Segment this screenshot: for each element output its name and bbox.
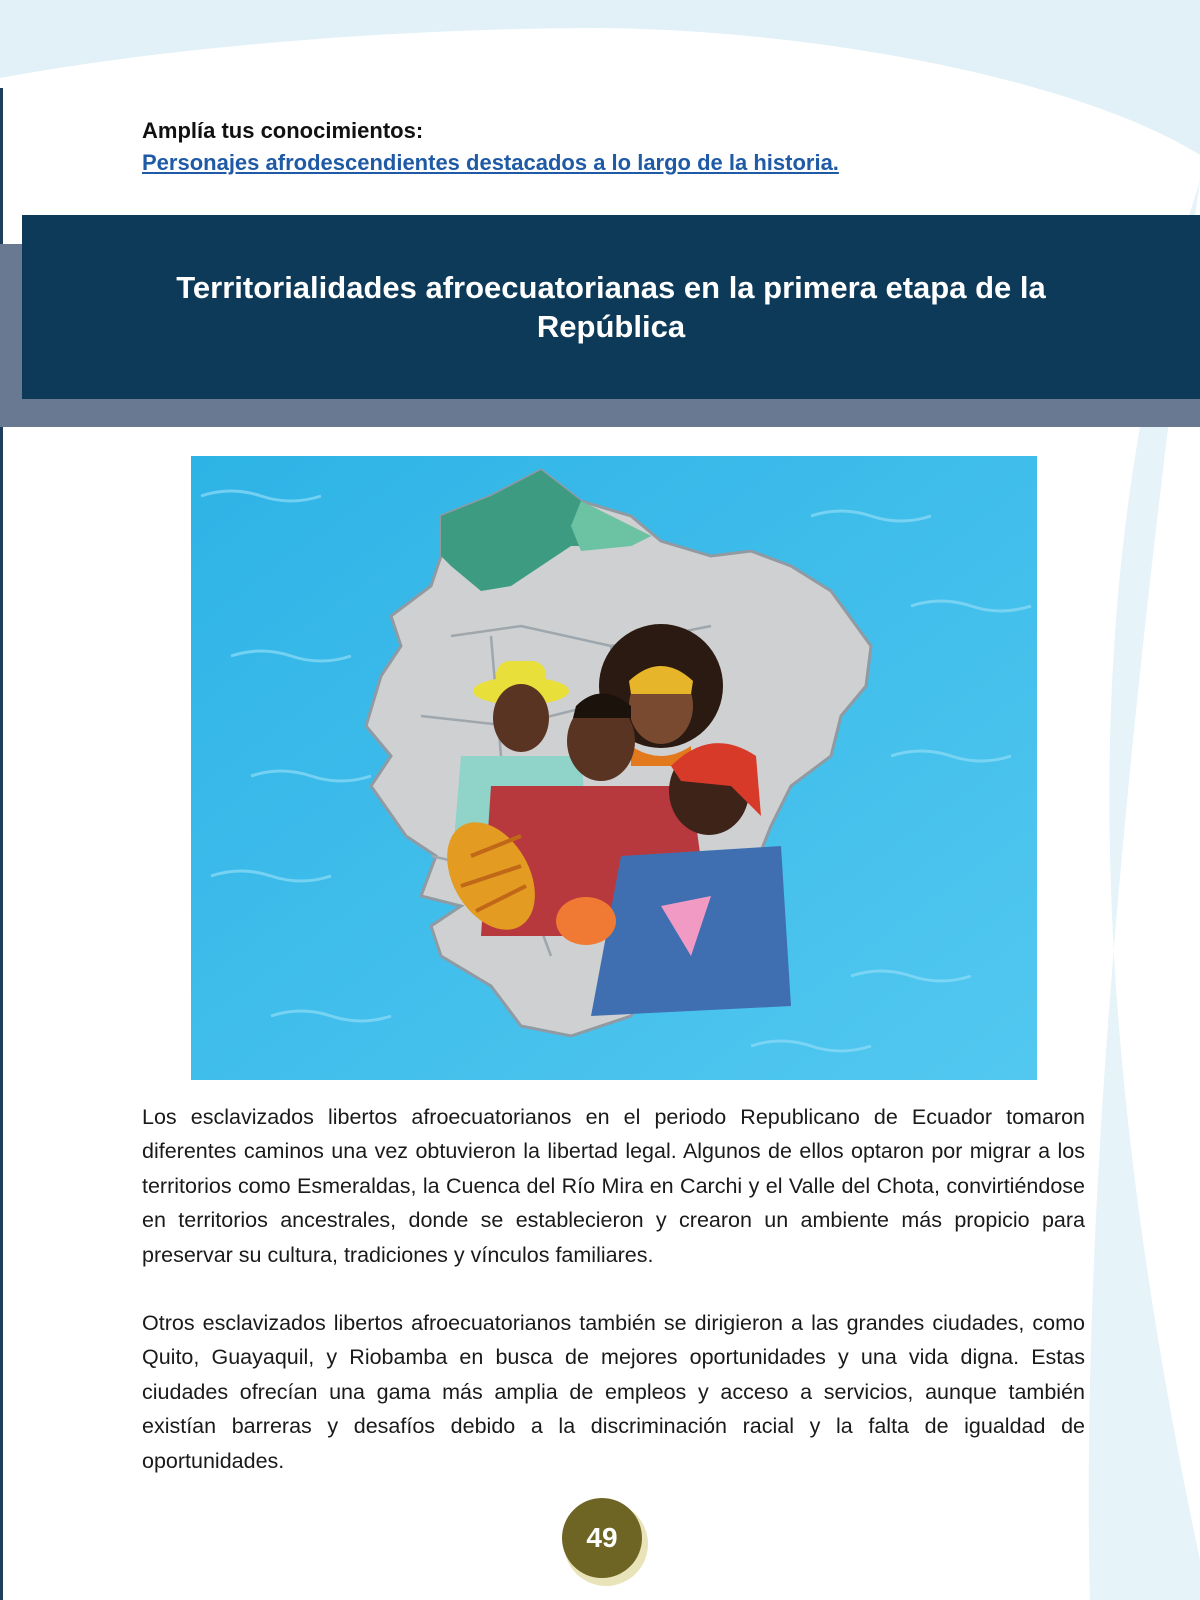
section-banner (22, 215, 1200, 399)
further-reading-label: Amplía tus conocimientos: (142, 118, 424, 143)
illustration-ecuador-map (191, 456, 1037, 1080)
page-number: 49 (586, 1522, 618, 1553)
body-text (142, 1100, 1085, 1512)
paragraph: Otros esclavizados libertos afroecuatorianos también se dirigieron a las grandes ciudades, como Quito, Guayaquil, y Riobamba en busca de mejores oportunidades y una vida digna. Estas ciudades ofrecían una gama más amplia de empleos y acceso a servicios, aunque también existían barreras y desafíos debido a la discriminación racial y la falta de igualdad de oportunidades. (142, 1311, 1085, 1473)
section-title: Territorialidades afroecuatorianas en la primera etapa de la República (176, 270, 1046, 344)
page-number-badge (558, 1498, 650, 1590)
further-reading-block (142, 116, 1042, 180)
paragraph: Los esclavizados libertos afroecuatorianos en el periodo Republicano de Ecuador tomaron diferentes caminos una vez obtuvieron la libertad legal. Algunos de ellos optaron por migrar a los territorios como Esmeraldas, la Cuenca del Río Mira en Carchi y el Valle del Chota, convirtiéndose en territorios ancestrales, donde se establecieron y crearon un ambiente más propicio para preservar su cultura, tradiciones y vínculos familiares. (142, 1105, 1085, 1267)
further-reading-link[interactable]: Personajes afrodescendientes destacados a lo largo de la historia. (142, 150, 839, 175)
